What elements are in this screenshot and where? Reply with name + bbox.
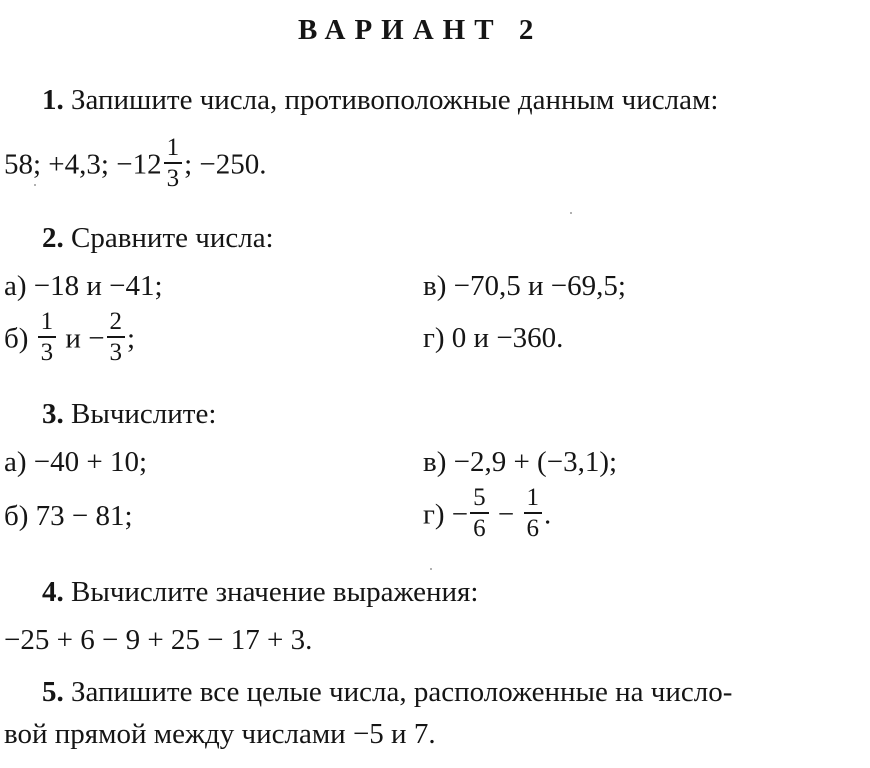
fraction-1-3 [38,309,57,367]
scan-speck [570,212,572,214]
fraction-numerator: 2 [107,309,126,338]
task-2b-label: б) [4,322,36,355]
task-3d-middle: − [490,498,522,531]
task-3-heading [42,398,216,431]
task-2-number: 2. [42,222,64,254]
task-2b-middle: и − [58,322,105,355]
task-1-text: Запишите числа, противоположные данным числам: [63,84,719,116]
fraction-one-third [164,135,183,193]
fraction-denominator: 3 [166,165,180,193]
fraction-2-3 [107,309,126,367]
task-3-text: Вычислите: [63,398,217,430]
task-3d [423,484,552,546]
task-2c: в) −70,5 и −69,5; [423,270,626,302]
task-1-numbers-part-b: ; −250. [184,148,267,181]
fraction-denominator: 6 [526,515,540,543]
fraction-denominator: 3 [109,339,123,367]
task-3c: в) −2,9 + (−3,1); [423,446,618,478]
task-3d-label: г) − [423,498,469,531]
task-5-text-line-1: Запишите все целые числа, расположенные на число- [63,676,733,708]
task-2-text: Сравните числа: [63,222,274,254]
task-2a: а) −18 и −41; [4,270,163,302]
task-1-number: 1. [42,84,64,116]
fraction-numerator: 5 [470,485,489,514]
variant-title: ВАРИАНТ 2 [298,14,543,46]
fraction-1-6 [524,485,543,543]
fraction-5-6 [470,485,489,543]
task-5-heading [42,676,732,709]
task-2b [4,308,136,370]
fraction-denominator: 3 [40,339,54,367]
task-4-text: Вычислите значение выражения: [63,576,479,608]
task-3b: б) 73 − 81; [4,500,133,532]
task-2-heading [42,222,274,255]
task-4-heading [42,576,478,609]
fraction-numerator: 1 [38,309,57,338]
fraction-numerator: 1 [524,485,543,514]
task-4-expression: −25 + 6 − 9 + 25 − 17 + 3. [4,624,313,656]
task-2d: г) 0 и −360. [423,322,564,354]
scan-speck [34,184,36,186]
scan-speck [430,568,432,570]
task-1-heading [42,84,718,117]
fraction-numerator: 1 [164,135,183,164]
task-3-number: 3. [42,398,64,430]
task-5-text-line-2: вой прямой между числами −5 и 7. [4,718,436,750]
task-3d-end: . [544,498,552,531]
task-5-number: 5. [42,676,64,708]
task-2b-end: ; [127,322,136,355]
task-4-number: 4. [42,576,64,608]
task-1-numbers-part-a: 58; +4,3; −12 [4,148,162,181]
fraction-denominator: 6 [473,515,486,543]
task-3a: а) −40 + 10; [4,446,148,478]
task-1-numbers [4,134,267,196]
